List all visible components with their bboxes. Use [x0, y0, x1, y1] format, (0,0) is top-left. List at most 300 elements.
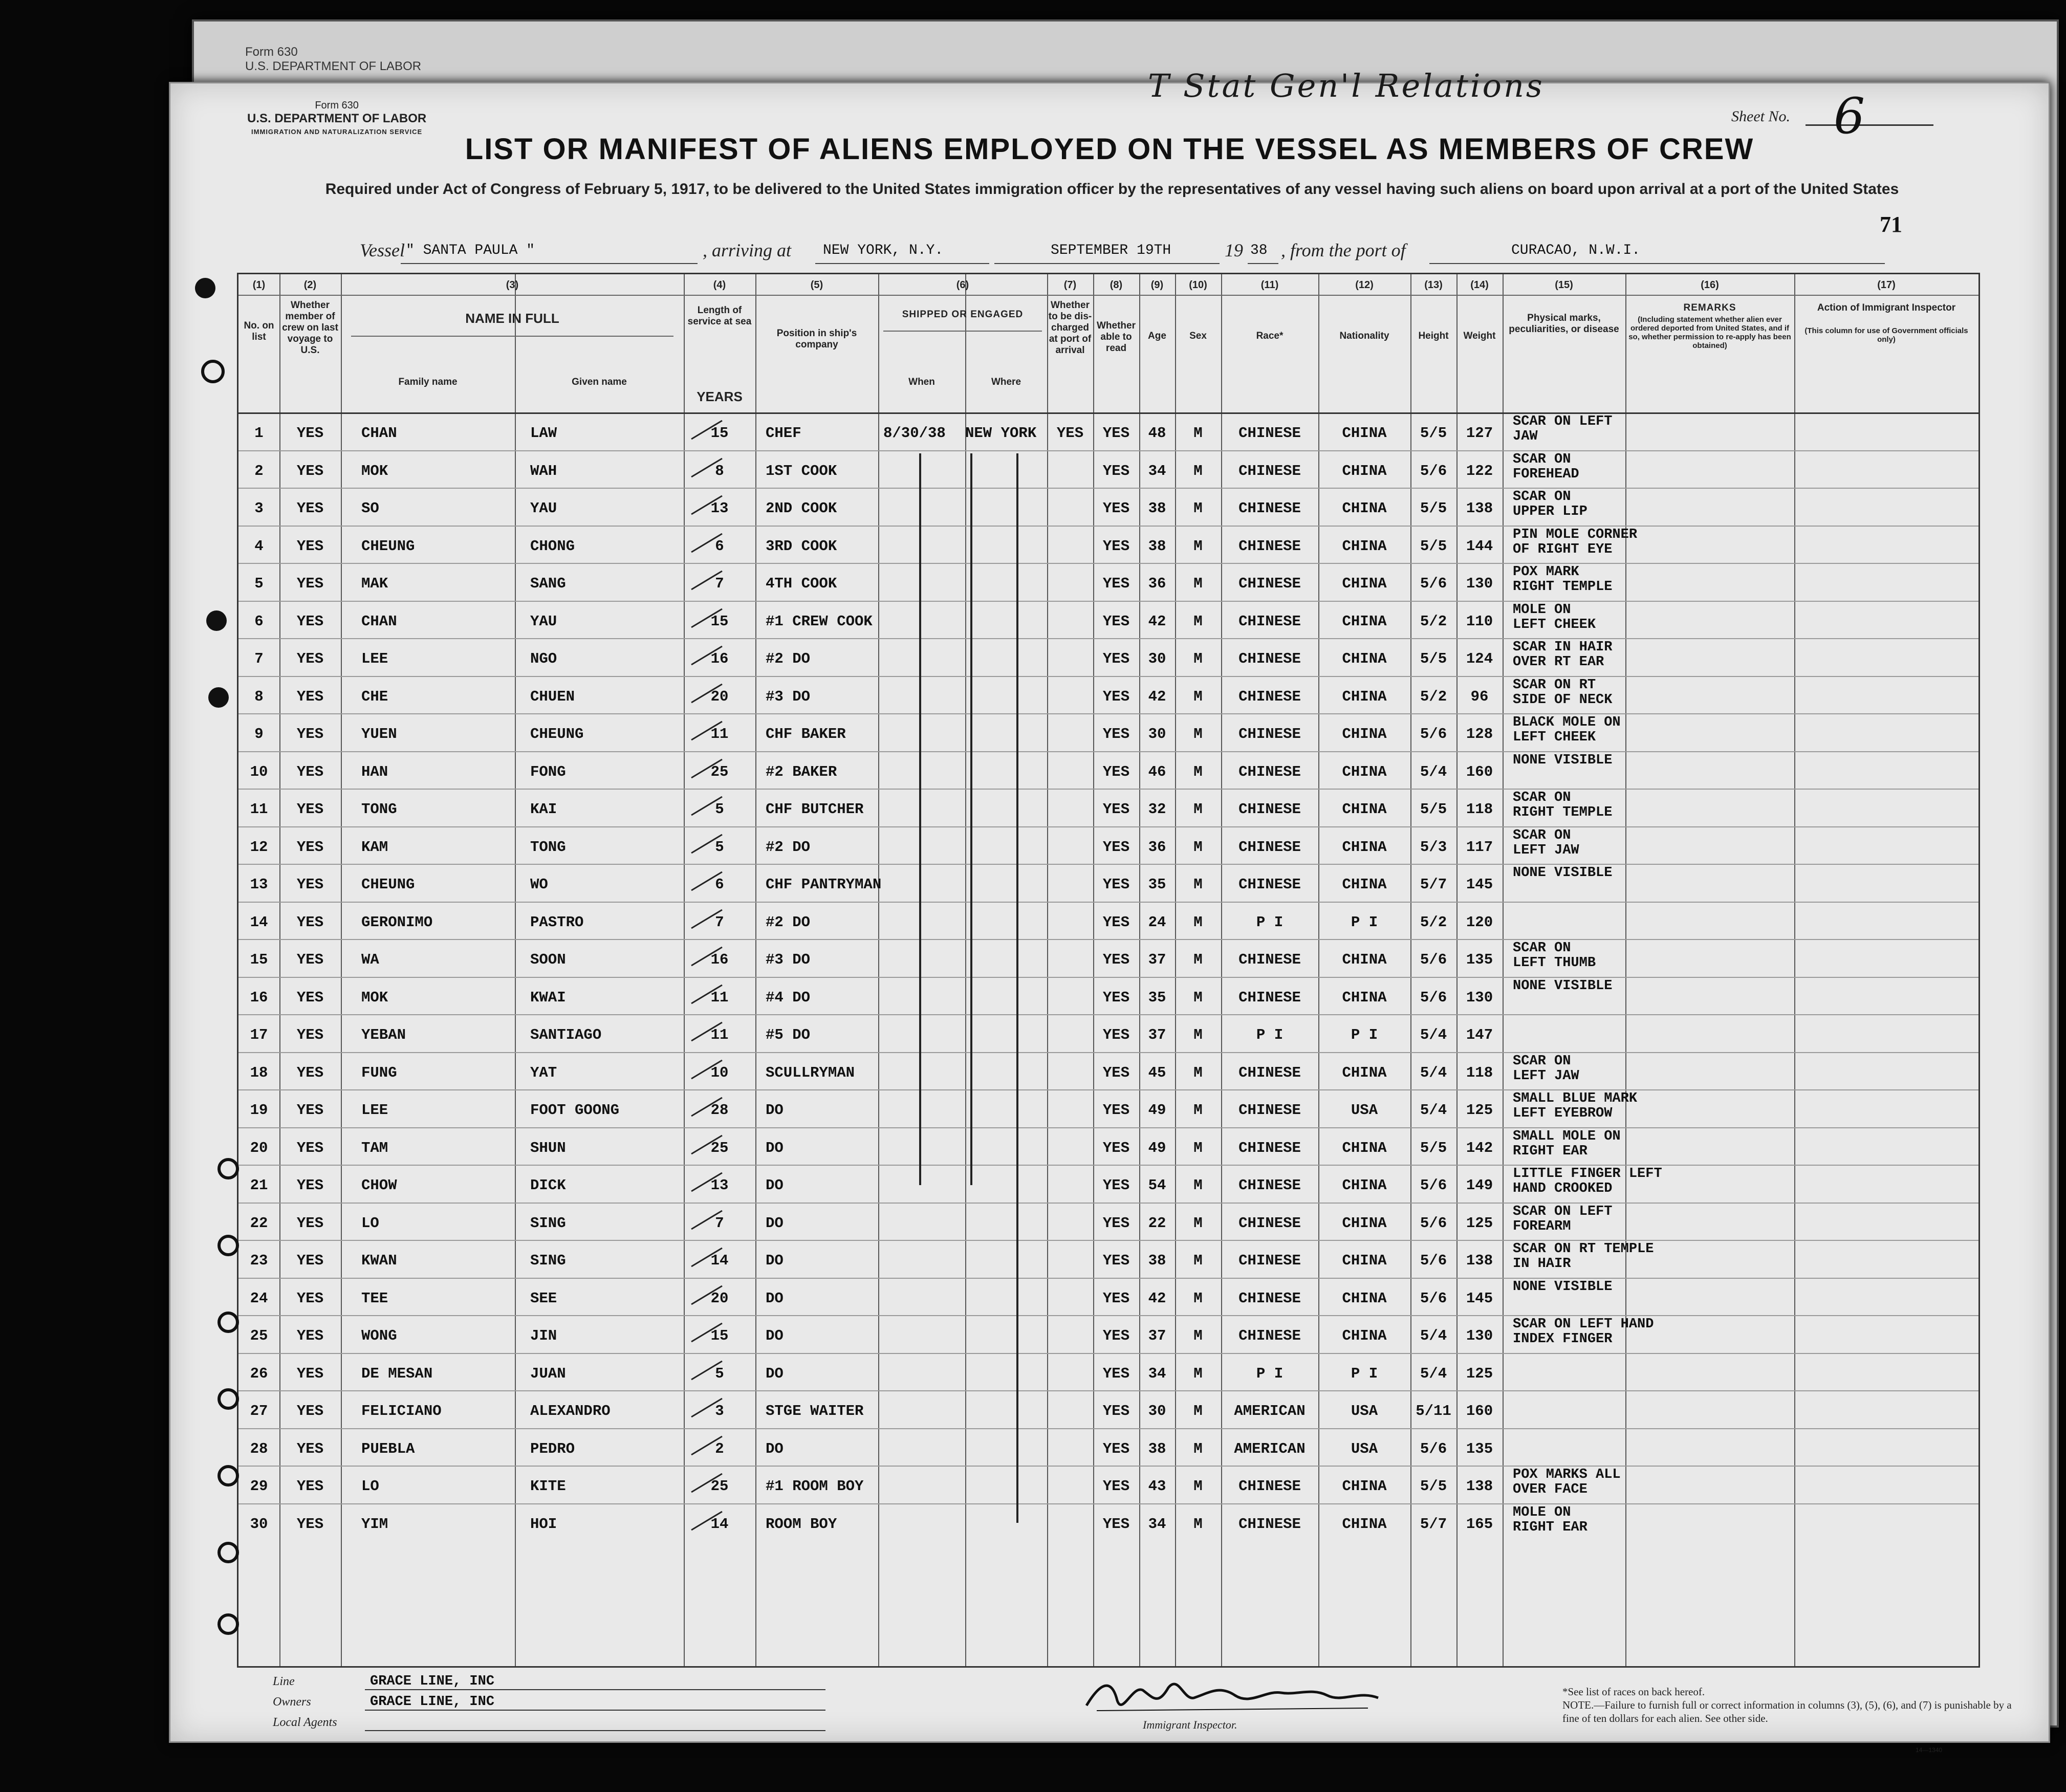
cell-sex: M — [1193, 425, 1203, 442]
cell-given: HOI — [530, 1515, 557, 1533]
row-divider — [238, 1503, 1978, 1504]
inspector-caption: Immigrant Inspector. — [1143, 1718, 1237, 1731]
cell-nat: CHINA — [1342, 801, 1387, 818]
cell-last: YES — [296, 1327, 324, 1344]
cell-physical-marks — [1513, 490, 1779, 519]
handwritten-note: T Stat Gen'l Relations — [1148, 67, 1545, 104]
cell-race: CHINESE — [1238, 425, 1301, 442]
check-mark — [689, 983, 725, 1004]
cell-last: YES — [296, 1365, 324, 1382]
cell-service: 11 — [710, 1026, 729, 1043]
cell-age: 36 — [1148, 838, 1166, 856]
cell-given: FOOT GOONG — [530, 1102, 620, 1119]
cell-age: 42 — [1148, 1290, 1166, 1307]
binder-ring — [218, 1235, 239, 1256]
header-given-name: Given name — [572, 377, 627, 387]
marks-line-2: LEFT CHEEK — [1513, 617, 1596, 632]
cell-no: 7 — [254, 650, 264, 667]
marks-line-2: RIGHT EAR — [1513, 1519, 1587, 1535]
cell-age: 34 — [1148, 462, 1166, 479]
cell-family: WA — [361, 951, 379, 968]
cell-height: 5/4 — [1420, 1327, 1447, 1344]
cell-family: CHAN — [361, 425, 397, 442]
cell-height: 5/3 — [1420, 838, 1447, 856]
cell-weight: 130 — [1466, 989, 1493, 1006]
cell-age: 24 — [1148, 913, 1166, 931]
cell-nat: USA — [1351, 1440, 1378, 1457]
marks-line-2: INDEX FINGER — [1513, 1331, 1613, 1347]
cell-service: 15 — [710, 1327, 729, 1344]
cell-where: NEW YORK — [965, 425, 1037, 442]
cell-position: DO — [766, 1102, 784, 1119]
year-underline — [1248, 263, 1278, 264]
check-mark — [689, 682, 725, 704]
cell-position: CHF BAKER — [766, 726, 846, 742]
marks-line-2: LEFT THUMB — [1513, 955, 1596, 971]
cell-nat: USA — [1351, 1102, 1378, 1119]
cell-position: #2 DO — [766, 650, 811, 667]
row-divider — [238, 526, 1978, 527]
cell-last: YES — [296, 1252, 324, 1269]
cell-weight: 127 — [1466, 425, 1493, 442]
cell-height: 5/6 — [1420, 1177, 1447, 1194]
cell-no: 11 — [250, 801, 268, 818]
cell-race: P I — [1256, 1026, 1284, 1043]
cell-read: YES — [1102, 726, 1130, 742]
row-divider — [238, 1428, 1978, 1429]
header-nationality: Nationality — [1339, 331, 1389, 341]
cell-read: YES — [1102, 1515, 1130, 1533]
year-prefix: 19 — [1225, 240, 1243, 260]
cell-age: 37 — [1148, 1327, 1166, 1344]
cell-service: 25 — [710, 1139, 729, 1156]
row-divider — [238, 977, 1978, 978]
table-row — [238, 1315, 1978, 1353]
line-value: GRACE LINE, INC — [370, 1674, 495, 1689]
table-row — [238, 1165, 1978, 1203]
column-number: (8) — [1110, 279, 1123, 291]
service-name: IMMIGRATION AND NATURALIZATION SERVICE — [251, 128, 423, 136]
cell-no: 13 — [250, 876, 268, 893]
cell-last: YES — [296, 989, 324, 1006]
cell-family: YUEN — [361, 726, 397, 742]
marks-line-1: MOLE ON — [1513, 602, 1571, 618]
cell-given: WO — [530, 876, 548, 893]
header-weight: Weight — [1463, 331, 1496, 341]
cell-weight: 117 — [1466, 838, 1493, 856]
check-mark — [689, 795, 725, 816]
marks-line-1: SCAR ON — [1513, 790, 1571, 805]
check-mark — [689, 757, 725, 779]
cell-read: YES — [1102, 613, 1130, 630]
table-row — [238, 638, 1978, 676]
cell-family: TAM — [361, 1139, 388, 1156]
cell-given: DICK — [530, 1177, 566, 1194]
check-mark — [689, 419, 725, 440]
cell-weight: 125 — [1466, 1214, 1493, 1232]
cell-no: 27 — [250, 1403, 268, 1419]
cell-height: 5/2 — [1420, 913, 1447, 931]
cell-age: 37 — [1148, 1026, 1166, 1043]
cell-last: YES — [296, 650, 324, 667]
cell-read: YES — [1102, 1214, 1130, 1232]
column-number: (9) — [1150, 279, 1164, 291]
cell-no: 17 — [250, 1026, 268, 1043]
cell-no: 10 — [250, 763, 268, 780]
ditto-line — [1016, 453, 1018, 1523]
ditto-line — [919, 453, 921, 1185]
cell-position: ROOM BOY — [766, 1515, 837, 1533]
header-race: Race* — [1256, 331, 1284, 341]
cell-given: SING — [530, 1214, 566, 1232]
header-age: Age — [1148, 331, 1166, 341]
cell-age: 30 — [1148, 650, 1166, 667]
cell-given: KWAI — [530, 989, 566, 1006]
cell-nat: CHINA — [1342, 500, 1387, 517]
cell-weight: 125 — [1466, 1365, 1493, 1382]
table-row — [238, 1390, 1978, 1428]
cell-read: YES — [1102, 1440, 1130, 1457]
row-divider — [238, 676, 1978, 677]
cell-age: 32 — [1148, 801, 1166, 818]
cell-last: YES — [296, 876, 324, 893]
cell-service: 13 — [710, 1177, 729, 1194]
check-mark — [689, 1472, 725, 1493]
row-divider — [238, 1052, 1978, 1053]
marks-line-1: LITTLE FINGER LEFT — [1513, 1166, 1662, 1182]
table-row — [238, 1278, 1978, 1316]
date-underline — [994, 263, 1220, 264]
cell-physical-marks — [1513, 1317, 1779, 1347]
cell-height: 5/7 — [1420, 1515, 1447, 1533]
cell-position: #4 DO — [766, 989, 811, 1006]
marks-line-1: SMALL MOLE ON — [1513, 1128, 1621, 1144]
cell-read: YES — [1102, 1252, 1130, 1269]
cell-sex: M — [1193, 1478, 1203, 1495]
cell-position: CHF PANTRYMAN — [766, 876, 882, 893]
column-number: (5) — [810, 279, 823, 291]
table-row — [238, 751, 1978, 789]
column-number: (12) — [1355, 279, 1374, 291]
cell-sex: M — [1193, 1403, 1203, 1419]
cell-physical-marks — [1513, 1091, 1779, 1121]
cell-nat: CHINA — [1342, 838, 1387, 856]
department-name: U.S. DEPARTMENT OF LABOR — [247, 112, 427, 125]
vessel-label: Vessel — [360, 240, 405, 260]
cell-weight: 144 — [1466, 537, 1493, 555]
cell-last: YES — [296, 688, 324, 705]
cell-sex: M — [1193, 801, 1203, 818]
cell-last: YES — [296, 575, 324, 592]
cell-read: YES — [1102, 1403, 1130, 1419]
cell-position: STGE WAITER — [766, 1403, 864, 1419]
marks-line-1: NONE VISIBLE — [1513, 978, 1613, 994]
cell-weight: 110 — [1466, 613, 1493, 630]
table-row — [238, 1089, 1978, 1127]
cell-service: 15 — [710, 613, 729, 630]
cell-physical-marks — [1513, 1167, 1779, 1196]
cell-physical-marks — [1513, 1280, 1779, 1295]
cell-family: CHEUNG — [361, 537, 415, 555]
cell-height: 5/5 — [1420, 801, 1447, 818]
column-number: (11) — [1260, 279, 1279, 291]
marks-line-2: OVER RT EAR — [1513, 654, 1604, 670]
cell-height: 5/5 — [1420, 537, 1447, 555]
cell-no: 19 — [250, 1102, 268, 1119]
cell-given: YAU — [530, 613, 557, 630]
cell-read: YES — [1102, 688, 1130, 705]
cell-nat: CHINA — [1342, 613, 1387, 630]
cell-sex: M — [1193, 650, 1203, 667]
cell-sex: M — [1193, 1102, 1203, 1119]
cell-position: #2 DO — [766, 913, 811, 931]
cell-weight: 135 — [1466, 951, 1493, 968]
cell-position: #1 ROOM BOY — [766, 1478, 864, 1495]
header-sex: Sex — [1189, 331, 1207, 341]
cell-position: DO — [766, 1139, 784, 1156]
cell-family: LO — [361, 1478, 379, 1495]
marks-line-1: SCAR ON — [1513, 827, 1571, 843]
row-divider — [238, 1353, 1978, 1354]
cell-last: YES — [296, 1102, 324, 1119]
cell-nat: CHINA — [1342, 876, 1387, 893]
row-divider — [238, 1315, 1978, 1316]
cell-age: 30 — [1148, 1403, 1166, 1419]
row-divider — [238, 1466, 1978, 1467]
check-mark — [689, 1133, 725, 1155]
marks-line-2: LEFT EYEBROW — [1513, 1106, 1613, 1121]
cell-last: YES — [296, 1403, 324, 1419]
check-mark — [689, 870, 725, 891]
cell-given: FONG — [530, 763, 566, 780]
cell-age: 35 — [1148, 989, 1166, 1006]
marks-line-1: SCAR ON LEFT — [1513, 1204, 1613, 1219]
table-row — [238, 939, 1978, 977]
table-row — [238, 1240, 1978, 1278]
cell-service: 7 — [715, 575, 724, 592]
cell-physical-marks — [1513, 979, 1779, 994]
marks-line-2: RIGHT TEMPLE — [1513, 579, 1613, 595]
cell-physical-marks — [1513, 1468, 1779, 1497]
cell-weight: 125 — [1466, 1102, 1493, 1119]
cell-read: YES — [1102, 500, 1130, 517]
column-number: (13) — [1424, 279, 1443, 291]
cell-given: WAH — [530, 462, 557, 479]
cell-race: CHINESE — [1238, 838, 1301, 856]
cell-last: YES — [296, 537, 324, 555]
cell-race: CHINESE — [1238, 726, 1301, 742]
cell-last: YES — [296, 1214, 324, 1232]
cell-service: 5 — [715, 1365, 724, 1382]
binder-hole — [206, 610, 227, 631]
cell-no: 29 — [250, 1478, 268, 1495]
cell-last: YES — [296, 763, 324, 780]
row-divider — [238, 789, 1978, 790]
document-subtitle: Required under Act of Congress of February 5, 1917, to be delivered to the United States immigration officer by the representatives of any vessel having such aliens on board upon arrival at a port of the United States — [325, 181, 1899, 198]
cell-service: 10 — [710, 1064, 729, 1081]
cell-sex: M — [1193, 913, 1203, 931]
cell-position: DO — [766, 1252, 784, 1269]
cell-read: YES — [1102, 763, 1130, 780]
cell-sex: M — [1193, 951, 1203, 968]
cell-sex: M — [1193, 876, 1203, 893]
cell-service: 25 — [710, 1478, 729, 1495]
cell-sex: M — [1193, 1252, 1203, 1269]
cell-nat: CHINA — [1342, 1478, 1387, 1495]
cell-race: CHINESE — [1238, 1177, 1301, 1194]
cell-no: 3 — [254, 500, 264, 517]
row-divider — [238, 450, 1978, 451]
cell-last: YES — [296, 613, 324, 630]
cell-physical-marks — [1513, 528, 1779, 557]
check-mark — [689, 1359, 725, 1381]
cell-family: YEBAN — [361, 1026, 406, 1043]
cell-last: YES — [296, 801, 324, 818]
header-number-row — [238, 295, 1978, 296]
cell-weight: 130 — [1466, 575, 1493, 592]
cell-read: YES — [1102, 989, 1130, 1006]
document-title: LIST OR MANIFEST OF ALIENS EMPLOYED ON THE VESSEL AS MEMBERS OF CREW — [465, 133, 1754, 166]
cell-physical-marks — [1513, 1242, 1779, 1272]
cell-family: TEE — [361, 1290, 388, 1307]
cell-service: 7 — [715, 1214, 724, 1232]
from-port-label: , from the port of — [1281, 240, 1406, 260]
table-row — [238, 1353, 1978, 1391]
check-mark — [689, 607, 725, 628]
cell-disch: YES — [1056, 425, 1084, 442]
check-mark — [689, 1434, 725, 1456]
cell-age: 45 — [1148, 1064, 1166, 1081]
manifest-footer — [263, 1674, 2012, 1754]
cell-family: SO — [361, 500, 379, 517]
check-mark — [689, 1058, 725, 1080]
column-number: (2) — [303, 279, 317, 291]
cell-nat: CHINA — [1342, 1139, 1387, 1156]
vessel-underline — [401, 263, 698, 264]
marks-line-1: NONE VISIBLE — [1513, 752, 1613, 768]
cell-family: GERONIMO — [361, 913, 433, 931]
cell-height: 5/4 — [1420, 1064, 1447, 1081]
line-label: Line — [273, 1675, 295, 1688]
header-physical-marks: Physical marks, peculiarities, or disease — [1509, 313, 1619, 335]
cell-physical-marks — [1513, 640, 1779, 670]
cell-height: 5/4 — [1420, 1026, 1447, 1043]
cell-no: 16 — [250, 989, 268, 1006]
cell-last: YES — [296, 838, 324, 856]
cell-read: YES — [1102, 1478, 1130, 1495]
shipped-subheader-rule — [883, 331, 1042, 332]
sheet-number-underline — [1806, 124, 1933, 126]
row-divider — [238, 1127, 1978, 1128]
column-number: (7) — [1063, 279, 1077, 291]
table-row — [238, 563, 1978, 601]
cell-height: 5/6 — [1420, 575, 1447, 592]
cell-height: 5/6 — [1420, 1440, 1447, 1457]
cell-no: 14 — [250, 913, 268, 931]
cell-given: SEE — [530, 1290, 557, 1307]
marks-line-2: SIDE OF NECK — [1513, 692, 1613, 708]
cell-age: 46 — [1148, 763, 1166, 780]
marks-line-2: OF RIGHT EYE — [1513, 541, 1613, 557]
cell-race: CHINESE — [1238, 1515, 1301, 1533]
cell-given: JIN — [530, 1327, 557, 1344]
cell-service: 25 — [710, 763, 729, 780]
cell-service: 7 — [715, 913, 724, 931]
cell-position: 3RD COOK — [766, 537, 837, 555]
cell-service: 2 — [715, 1440, 724, 1457]
cell-last: YES — [296, 1290, 324, 1307]
check-mark — [689, 1096, 725, 1117]
cell-no: 24 — [250, 1290, 268, 1307]
cell-height: 5/5 — [1420, 500, 1447, 517]
marks-line-1: SMALL BLUE MARK — [1513, 1091, 1638, 1106]
cell-family: MOK — [361, 462, 388, 479]
cell-no: 5 — [254, 575, 264, 592]
cell-service: 5 — [715, 838, 724, 856]
cell-weight: 149 — [1466, 1177, 1493, 1194]
cell-family: KWAN — [361, 1252, 397, 1269]
check-mark — [689, 1209, 725, 1230]
marks-line-2: IN HAIR — [1513, 1256, 1571, 1272]
cell-service: 3 — [715, 1403, 724, 1419]
cell-sex: M — [1193, 1290, 1203, 1307]
table-row — [238, 1203, 1978, 1240]
back-form-label: Form 630 — [245, 45, 298, 59]
cell-height: 5/11 — [1416, 1403, 1451, 1419]
cell-nat: CHINA — [1342, 650, 1387, 667]
row-divider — [238, 1278, 1978, 1279]
owners-label: Owners — [273, 1695, 311, 1709]
binder-ring — [218, 1542, 239, 1563]
column-number: (14) — [1470, 279, 1489, 291]
cell-race: CHINESE — [1238, 951, 1301, 968]
cell-given: YAU — [530, 500, 557, 517]
marks-line-1: SCAR ON — [1513, 451, 1571, 467]
ditto-line — [970, 453, 972, 1185]
cell-read: YES — [1102, 650, 1130, 667]
arriving-label: , arriving at — [703, 240, 792, 260]
cell-position: DO — [766, 1440, 784, 1457]
cell-family: CHE — [361, 688, 388, 705]
header-years: YEARS — [697, 389, 743, 404]
cell-read: YES — [1102, 1365, 1130, 1382]
row-divider — [238, 638, 1978, 639]
cell-nat: CHINA — [1342, 688, 1387, 705]
cell-sex: M — [1193, 1139, 1203, 1156]
cell-age: 38 — [1148, 1440, 1166, 1457]
cell-service: 16 — [710, 951, 729, 968]
cell-height: 5/4 — [1420, 1365, 1447, 1382]
cell-weight: 160 — [1466, 1403, 1493, 1419]
row-divider — [238, 864, 1978, 865]
cell-weight: 118 — [1466, 801, 1493, 818]
cell-race: P I — [1256, 1365, 1284, 1382]
agents-underline — [365, 1730, 825, 1731]
cell-given: TONG — [530, 838, 566, 856]
cell-service: 13 — [710, 500, 729, 517]
table-row — [238, 1127, 1978, 1165]
cell-weight: 145 — [1466, 1290, 1493, 1307]
page-number: 71 — [1880, 212, 1902, 237]
vessel-info-line — [360, 239, 1885, 265]
from-port-underline — [1429, 263, 1885, 264]
cell-sex: M — [1193, 537, 1203, 555]
cell-physical-marks — [1513, 414, 1779, 444]
cell-position: DO — [766, 1365, 784, 1382]
cell-age: 49 — [1148, 1139, 1166, 1156]
cell-nat: CHINA — [1342, 951, 1387, 968]
cell-service: 15 — [710, 425, 729, 442]
